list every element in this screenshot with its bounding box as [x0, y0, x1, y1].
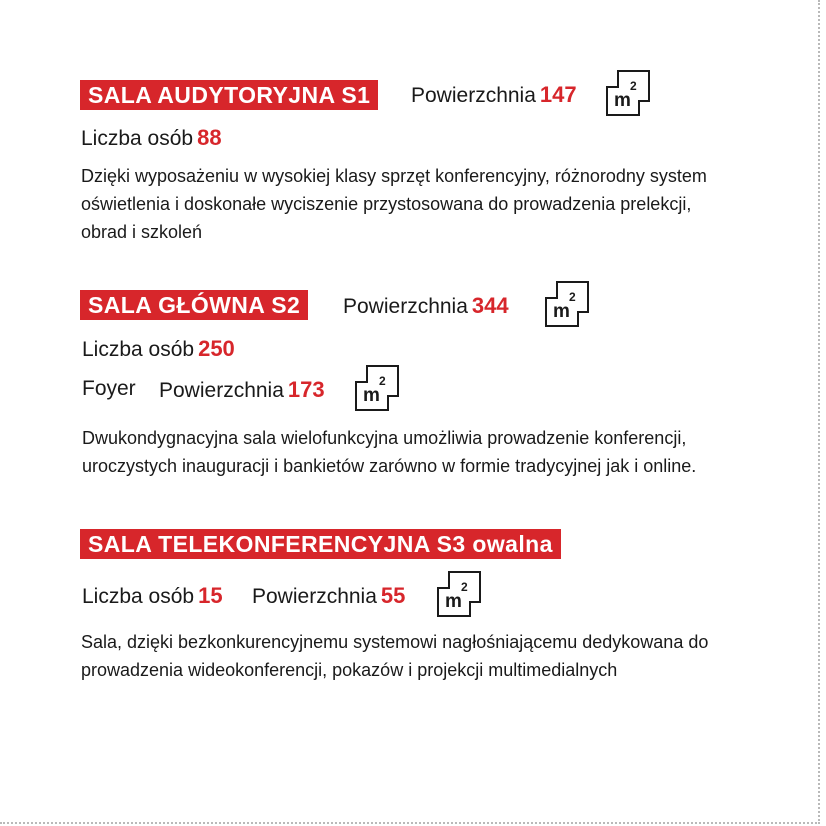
sup-text: 2: [569, 290, 576, 304]
m-text: m: [445, 591, 462, 612]
section-2-people: [82, 336, 235, 362]
sup-text: 2: [461, 580, 468, 594]
section-1-people: [81, 125, 222, 151]
m-text: m: [363, 385, 380, 406]
m-text: m: [553, 301, 570, 322]
section-3-people: [82, 583, 223, 609]
section-3-area: [252, 583, 405, 609]
section-2-description: Dwukondygnacyjna sala wielofunkcyjna umożliwia prowadzenie konferencji, uroczystych inauguracji i bankietów zarówno w formie tradycyjnej jak i online.: [82, 428, 697, 476]
square-meter-icon: [353, 363, 401, 413]
people-value: 15: [198, 583, 223, 608]
area-value: 55: [380, 583, 406, 608]
section-2-foyer-area: [159, 377, 325, 403]
section-2-title: SALA GŁÓWNA S2: [80, 290, 308, 320]
square-meter-icon: [435, 569, 483, 619]
section-2-area: [343, 293, 509, 319]
people-value: 250: [198, 336, 235, 361]
section-3-title: SALA TELEKONFERENCYJNA S3 owalna: [80, 529, 561, 559]
area-label: Powierzchnia: [252, 585, 377, 608]
section-3-description: Sala, dzięki bezkonkurencyjnemu systemowi nagłośniającemu dedykowana do prowadzenia wideokonferencji, pokazów i projekcji multimedialnych: [81, 632, 709, 680]
area-label: Powierzchnia: [411, 84, 536, 107]
area-label: Powierzchnia: [159, 379, 284, 402]
people-label: Liczba osób: [82, 585, 195, 608]
sup-text: 2: [379, 374, 386, 388]
square-meter-icon: [604, 68, 652, 118]
area-value: 173: [287, 377, 325, 402]
area-value: 147: [539, 82, 577, 107]
people-label: Liczba osób: [82, 338, 195, 361]
people-value: 88: [197, 125, 222, 150]
sup-text: 2: [630, 79, 637, 93]
section-1-description: Dzięki wyposażeniu w wysokiej klasy sprzęt konferencyjny, różnorodny system oświetlenia i doskonałe wyciszenie przystosowana do prowadzenia prelekcji, obrad i szkoleń: [81, 166, 707, 242]
area-value: 344: [471, 293, 509, 318]
area-label: Powierzchnia: [343, 295, 468, 318]
m-text: m: [614, 90, 631, 111]
section-1-area: [411, 82, 577, 108]
section-1-title: SALA AUDYTORYJNA S1: [80, 80, 378, 110]
square-meter-icon: [543, 279, 591, 329]
section-2-foyer-label: Foyer: [82, 377, 136, 400]
people-label: Liczba osób: [81, 127, 194, 150]
